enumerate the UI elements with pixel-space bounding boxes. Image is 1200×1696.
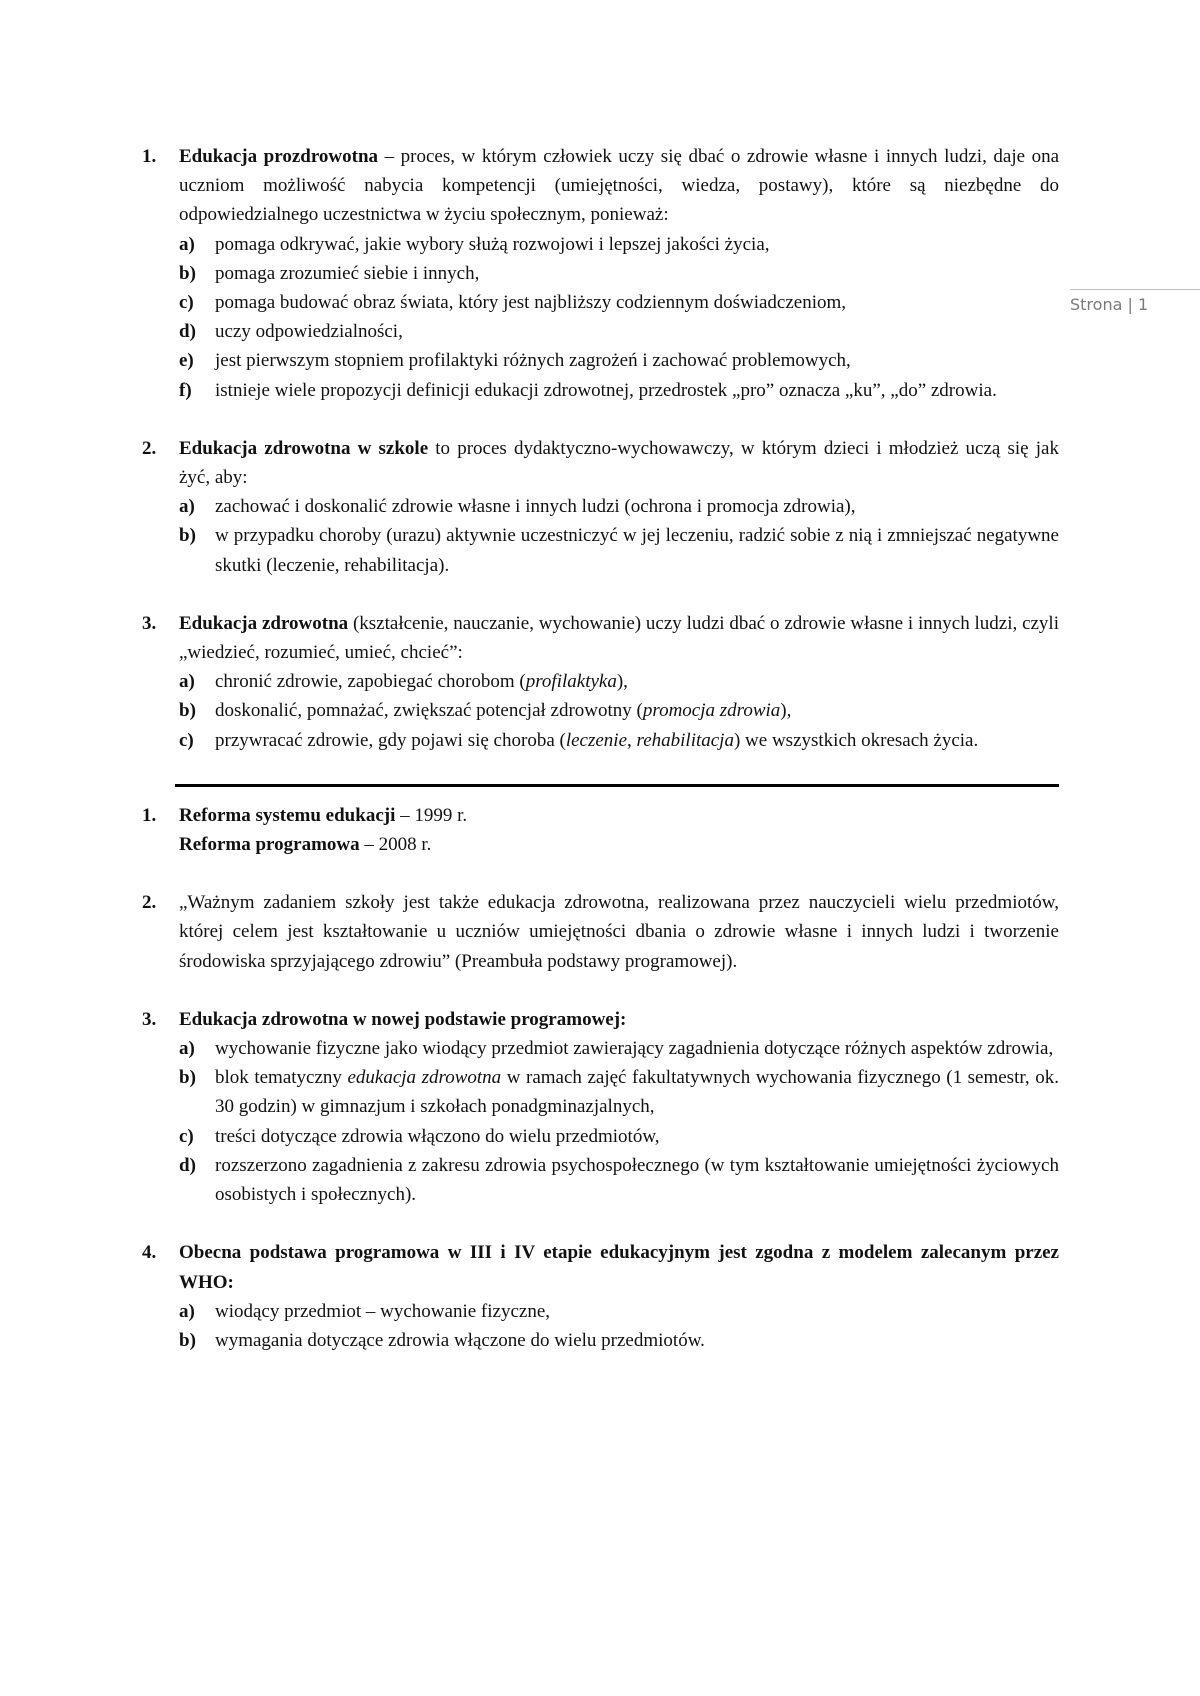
item-text: Reforma programowa – 2008 r. [179,834,432,856]
item-title: Edukacja zdrowotna w nowej podstawie programowej: [179,1008,627,1030]
section-reform [142,801,1059,1355]
item-text [179,1238,1059,1296]
list-item [142,801,1059,859]
list-item [142,609,1059,755]
sub-item: c) pomaga budować obraz świata, który jest najbliższy codziennym doświadczeniom, [179,292,847,314]
sub-item: b) w przypadku choroby (urazu) aktywnie uczestniczyć w jej leczeniu, radzić sobie z nią i zmniejszać negatywne skutki (leczenie, rehabilitacja). [179,525,1059,576]
page-number-value: 1 [1137,295,1149,314]
sub-item: b) pomaga zrozumieć siebie i innych, [179,262,480,284]
item-title: Obecna podstawa programowa w III i IV etapie edukacyjnym jest zgodna z modelem zalecanym przez WHO: [179,1242,1059,1293]
list-item [142,142,1059,405]
sub-item: a) pomaga odkrywać, jakie wybory służą rozwojowi i lepszej jakości życia, [179,233,770,255]
item-title: Edukacja zdrowotna w szkole [179,437,429,459]
sub-item: d) uczy odpowiedzialności, [179,321,403,343]
sub-item: b) blok tematyczny edukacja zdrowotna w ramach zajęć fakultatywnych wychowania fizycznego (1 semestr, ok. 30 godzin) w gimnazjum i szkołach ponadgminazjalnych, [179,1067,1059,1118]
list-item [142,1005,1059,1209]
item-number: 2. [142,892,157,914]
item-number: 4. [142,1242,157,1264]
sub-item: c) przywracać zdrowie, gdy pojawi się choroba (leczenie, rehabilitacja) we wszystkich okresach życia. [179,729,979,751]
item-number: 2. [142,437,157,459]
item-text: Edukacja zdrowotna w szkole to proces dydaktyczno-wychowawczy, w którym dzieci i młodzież uczą się jak żyć, aby: [179,437,1059,489]
list-item [142,888,1059,976]
item-number: 1. [142,146,157,167]
section-divider [175,784,1059,787]
page-number-rule [1070,289,1200,290]
item-text: Reforma systemu edukacji – 1999 r. [179,804,468,826]
page-number: Strona | 1 [1070,289,1200,314]
document-body [142,142,1059,1355]
section-definitions [142,142,1059,755]
item-text [179,1005,1059,1034]
sub-item: a) zachować i doskonalić zdrowie własne i innych ludzi (ochrona i promocja zdrowia), [179,496,856,518]
item-title: Edukacja zdrowotna [179,612,349,634]
sub-item: b) doskonalić, pomnażać, zwiększać potencjał zdrowotny (promocja zdrowia), [179,700,792,722]
item-number: 1. [142,804,157,826]
sub-item: a) chronić zdrowie, zapobiegać chorobom (profilaktyka), [179,671,628,693]
list-item [142,1238,1059,1355]
sub-item: c) treści dotyczące zdrowia włączono do wielu przedmiotów, [179,1125,660,1147]
sub-item: a) wiodący przedmiot – wychowanie fizyczne, [179,1300,551,1322]
item-number: 3. [142,612,157,634]
sub-item: e) jest pierwszym stopniem profilaktyki różnych zagrożeń i zachować problemowych, [179,350,851,372]
sub-item: f) istnieje wiele propozycji definicji edukacji zdrowotnej, przedrostek „pro” oznacza „ku”, „do” zdrowia. [179,379,997,401]
sub-item: d) rozszerzono zagadnienia z zakresu zdrowia psychospołecznego (w tym kształtowanie umiejętności życiowych osobistych i społecznych). [179,1154,1059,1206]
item-number: 3. [142,1008,157,1030]
list-item [142,434,1059,580]
item-text: „Ważnym zadaniem szkoły jest także edukacja zdrowotna, realizowana przez nauczycieli wielu przedmiotów, której celem jest kształtowanie u uczniów umiejętności dbania o zdrowie własne i innych ludzi i tworzenie środowiska sprzyjającego zdrowiu” (Preambuła podstawy programowej). [179,892,1059,972]
sub-item: a) wychowanie fizyczne jako wiodący przedmiot zawierający zagadnienia dotyczące różnych aspektów zdrowia, [179,1038,1054,1060]
item-title: Edukacja prozdrowotna [179,146,379,167]
item-text: Edukacja prozdrowotna – proces, w którym człowiek uczy się dbać o zdrowie własne i innych ludzi, daje ona uczniom możliwość nabycia kompetencji (umiejętności, wiedza, postawy), które są niezbędne do odpowiedzialnego uczestnictwa w życiu społecznym, ponieważ: [179,146,1060,226]
item-text: Edukacja zdrowotna (kształcenie, nauczanie, wychowanie) uczy ludzi dbać o zdrowie własne i innych ludzi, czyli „wiedzieć, rozumieć, umieć, chcieć”: [179,612,1059,664]
page-label: Strona [1070,295,1123,314]
sub-item: b) wymagania dotyczące zdrowia włączone do wielu przedmiotów. [179,1329,705,1351]
